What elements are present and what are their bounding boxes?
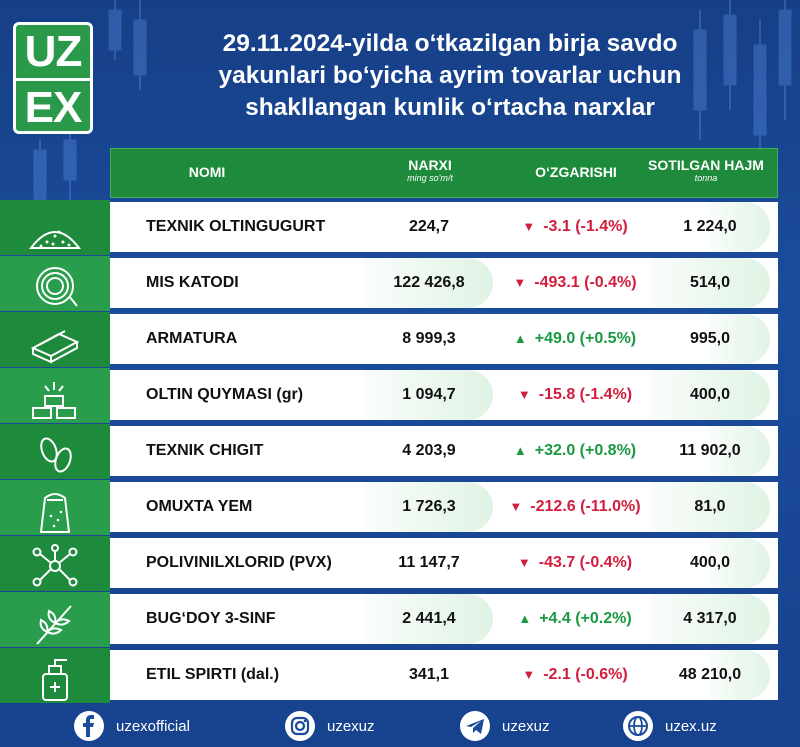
table-row <box>0 312 800 368</box>
change-value: -3.1 (-1.4%) <box>543 218 628 235</box>
commodity-name: OLTIN QUYMASI (gr) <box>146 386 304 403</box>
row-icon-cell <box>0 256 110 311</box>
feed-sack-icon <box>25 486 85 536</box>
footer-instagram[interactable] <box>285 709 375 743</box>
logo-text-bottom: EX <box>16 78 90 134</box>
change-value: -15.8 (-1.4%) <box>538 386 633 403</box>
footer-website[interactable] <box>623 709 717 743</box>
row-icon-cell <box>0 480 110 535</box>
header-volume-unit: tonna <box>694 173 718 183</box>
commodity-change <box>495 594 655 644</box>
row-card <box>110 650 778 700</box>
footer-facebook-label: uzexofficial <box>116 717 190 735</box>
footer <box>0 704 800 747</box>
footer-instagram-label: uzexuz <box>327 717 375 735</box>
commodity-volume: 995,0 <box>689 330 731 347</box>
down-arrow-icon: ▼ <box>517 387 531 402</box>
commodity-name: ETIL SPIRTI (dal.) <box>146 666 280 683</box>
commodity-volume: 1 224,0 <box>683 218 737 235</box>
globe-icon <box>623 711 653 741</box>
footer-telegram-label: uzexuz <box>502 717 550 735</box>
commodity-volume: 4 317,0 <box>683 610 737 627</box>
commodity-price: 8 999,3 <box>402 330 456 347</box>
table-row <box>0 480 800 536</box>
title-line-2: yakunlari bo‘yicha ayrim tovarlar uchun <box>218 62 682 89</box>
commodity-price: 341,1 <box>408 666 450 683</box>
title-line-1: 29.11.2024-yilda o‘tkazilgan birja savdo <box>222 30 678 57</box>
commodity-volume: 11 902,0 <box>679 442 741 459</box>
header-name: NOMI <box>188 164 226 180</box>
page-title <box>110 28 790 124</box>
header-change: O‘ZGARISHI <box>535 164 617 180</box>
commodity-change <box>495 426 655 476</box>
row-card <box>110 258 778 308</box>
change-value: +32.0 (+0.8%) <box>534 442 637 459</box>
commodity-volume: 400,0 <box>689 554 731 571</box>
commodity-name: MIS KATODI <box>146 274 239 291</box>
footer-telegram[interactable] <box>460 709 550 743</box>
row-icon-cell <box>0 536 110 591</box>
commodity-price: 11 147,7 <box>398 554 460 571</box>
footer-website-label: uzex.uz <box>665 717 717 735</box>
row-icon-cell <box>0 368 110 423</box>
row-icon-cell <box>0 424 110 479</box>
commodity-price: 122 426,8 <box>393 274 465 291</box>
commodity-volume: 514,0 <box>689 274 731 291</box>
header-volume <box>631 149 781 197</box>
commodity-table <box>0 200 800 704</box>
table-row <box>0 200 800 256</box>
up-arrow-icon: ▲ <box>513 331 527 346</box>
table-row <box>0 648 800 704</box>
facebook-icon <box>74 711 104 741</box>
table-row <box>0 592 800 648</box>
commodity-volume: 81,0 <box>694 498 726 515</box>
table-row <box>0 256 800 312</box>
commodity-change <box>495 258 655 308</box>
row-icon-cell <box>0 592 110 647</box>
sulfur-pile-icon <box>25 206 85 256</box>
change-value: -43.7 (-0.4%) <box>538 554 633 571</box>
row-icon-cell <box>0 648 110 703</box>
change-value: -493.1 (-0.4%) <box>534 274 637 291</box>
change-value: +4.4 (+0.2%) <box>539 610 632 627</box>
row-card <box>110 314 778 364</box>
gold-bars-icon <box>25 374 85 424</box>
row-card <box>110 594 778 644</box>
instagram-icon <box>285 711 315 741</box>
commodity-name: ARMATURA <box>146 330 238 347</box>
commodity-change <box>495 202 655 252</box>
table-row <box>0 424 800 480</box>
change-value: -2.1 (-0.6%) <box>543 666 628 683</box>
footer-facebook[interactable] <box>74 709 190 743</box>
commodity-name: POLIVINILXLORID (PVX) <box>146 554 332 571</box>
commodity-change <box>495 314 655 364</box>
title-line-3: shakllangan kunlik o‘rtacha narxlar <box>245 94 655 121</box>
commodity-price: 2 441,4 <box>402 610 456 627</box>
commodity-name: TEXNIK OLTINGUGURT <box>146 218 326 235</box>
up-arrow-icon: ▲ <box>513 443 527 458</box>
down-arrow-icon: ▼ <box>522 219 536 234</box>
commodity-change <box>495 538 655 588</box>
commodity-change <box>495 370 655 420</box>
commodity-name: BUG‘DOY 3-SINF <box>146 610 276 627</box>
commodity-change <box>495 482 655 532</box>
commodity-name: TEXNIK CHIGIT <box>146 442 264 459</box>
commodity-price: 1 726,3 <box>402 498 456 515</box>
row-card <box>110 538 778 588</box>
row-card <box>110 426 778 476</box>
header-volume-label: SOTILGAN HAJM <box>648 157 764 173</box>
molecule-icon <box>25 542 85 592</box>
telegram-icon <box>460 711 490 741</box>
commodity-volume: 48 210,0 <box>678 666 742 683</box>
table-header <box>110 148 778 198</box>
row-card <box>110 370 778 420</box>
commodity-price: 224,7 <box>408 218 450 235</box>
commodity-price: 4 203,9 <box>402 442 456 459</box>
table-row <box>0 536 800 592</box>
change-value: -212.6 (-11.0%) <box>530 498 641 515</box>
rebar-icon <box>25 318 85 368</box>
uzex-logo <box>13 22 93 134</box>
down-arrow-icon: ▼ <box>513 275 527 290</box>
header-price <box>366 149 494 197</box>
down-arrow-icon: ▼ <box>517 555 531 570</box>
table-row <box>0 368 800 424</box>
cotton-seed-icon <box>25 430 85 480</box>
header-price-unit: ming so'm/t <box>407 173 453 183</box>
row-icon-cell <box>0 200 110 255</box>
logo-text-top: UZ <box>24 26 82 76</box>
row-card <box>110 482 778 532</box>
header-price-label: NARXI <box>408 157 452 173</box>
commodity-name: OMUXTA YEM <box>146 498 253 515</box>
up-arrow-icon: ▲ <box>518 611 532 626</box>
commodity-volume: 400,0 <box>689 386 731 403</box>
copper-coil-icon <box>25 262 85 312</box>
commodity-price: 1 094,7 <box>402 386 456 403</box>
down-arrow-icon: ▼ <box>522 667 536 682</box>
row-card <box>110 202 778 252</box>
commodity-change <box>495 650 655 700</box>
wheat-icon <box>25 598 85 648</box>
down-arrow-icon: ▼ <box>509 499 523 514</box>
change-value: +49.0 (+0.5%) <box>534 330 637 347</box>
row-icon-cell <box>0 312 110 367</box>
sanitizer-bottle-icon <box>25 654 85 704</box>
